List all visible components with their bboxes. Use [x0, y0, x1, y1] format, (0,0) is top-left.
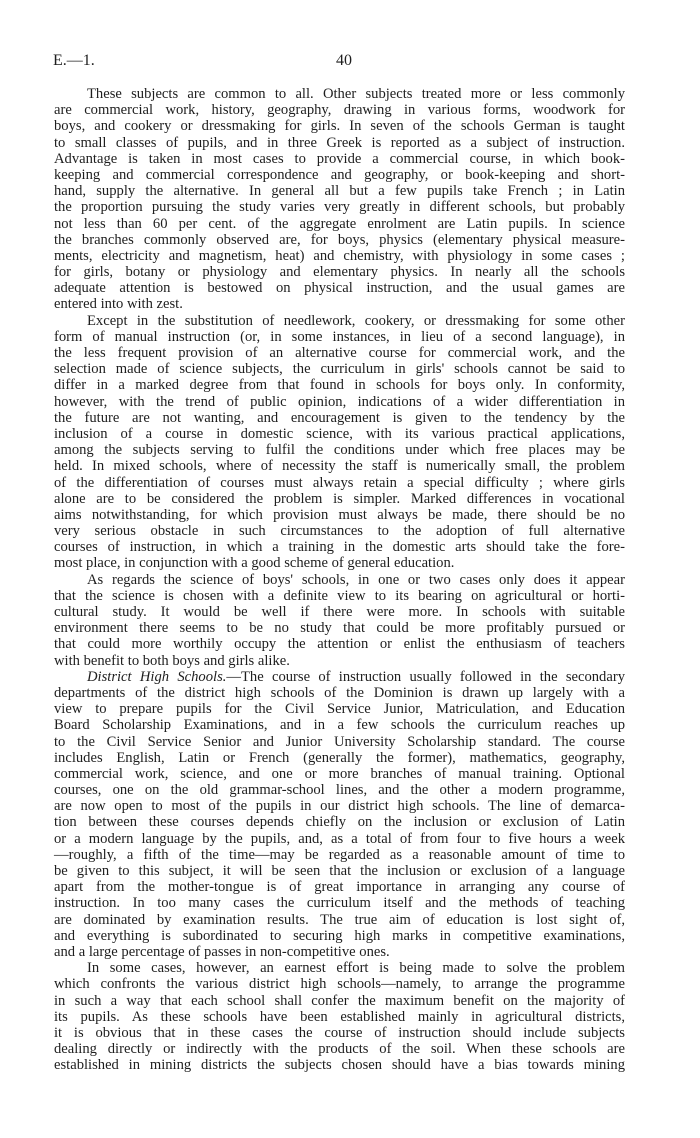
text-line: among the subjects serving to fulfil the conditions under which free places may be [54, 442, 625, 459]
section-heading: District High Schools. [87, 668, 227, 685]
text-line: established in mining districts the subjects chosen should have a bias towards mining [54, 1057, 625, 1074]
text-line: departments of the district high schools of the Dominion is drawn up largely with a [54, 684, 625, 701]
text-line: for girls, botany or physiology and elementary physics. In nearly all the schools [54, 264, 625, 281]
text-line: are commercial work, history, geography, drawing in various forms, woodwork for [54, 102, 625, 119]
text-line: it is obvious that in these cases the course of instruction should include subjects [54, 1024, 625, 1041]
text-line: inclusion of a course in domestic science, with its various practical applications, [54, 425, 625, 442]
text-line: includes English, Latin or French (generally the former), mathematics, geography, [54, 749, 625, 766]
text-line: of the differentiation of courses must always retain a special difficulty ; where girls [54, 474, 625, 491]
paragraph-district-high-schools [54, 669, 625, 960]
text-line: the future are not wanting, and encouragement is given to the tendency by the [54, 409, 625, 426]
text-line: form of manual instruction (or, in some instances, in lieu of a second language), in [54, 328, 625, 345]
text-line: very serious obstacle in such circumstances to the adoption of full alternative [54, 523, 625, 540]
text-line: —roughly, a fifth of the time—may be regarded as a reasonable amount of time to [54, 846, 625, 863]
text-line: the branches commonly observed are, for boys, physics (elementary physical measure- [54, 231, 625, 248]
text-line: ments, electricity and magnetism, heat) and chemistry, with physiology in some cases ; [54, 247, 625, 264]
text-fragment: —The course of instruction usually followed in the secondary [226, 668, 625, 685]
text-line: which confronts the various district high schools—namely, to arrange the programme [54, 976, 625, 993]
text-line: adequate attention is bestowed on physical instruction, and the usual games are [54, 280, 625, 297]
text-line: or a modern language by the pupils, and, as a total of from four to five hours a week [54, 830, 625, 847]
text-line: Advantage is taken in most cases to provide a commercial course, in which book- [54, 150, 625, 167]
text-line: the less frequent provision of an alternative course for commercial work, and the [54, 345, 625, 361]
text-line: most place, in conjunction with a good scheme of general education. [54, 555, 455, 572]
text-line: Except in the substitution of needlework, cookery, or dressmaking for some other [87, 312, 625, 329]
page-number: 40 [336, 52, 352, 69]
text-line: dealing directly or indirectly with the products of the soil. When these schools are [54, 1041, 625, 1058]
text-line: cultural study. It would be well if there were more. In schools with suitable [54, 604, 625, 620]
text-line: to the Civil Service Senior and Junior University Scholarship standard. The course [54, 733, 625, 750]
body-text [54, 86, 625, 1073]
paragraph-curriculum-subjects [54, 86, 625, 313]
text-line: that the science is chosen with a definite view to its bearing on agricultural or horti- [54, 587, 625, 604]
text-line: As regards the science of boys' schools, in one or two cases only does it appear [87, 571, 625, 588]
text-line: be given to this subject, it will be seen that the inclusion or exclusion of a language [54, 863, 625, 879]
text-line: selection made of science subjects, the curriculum in girls' schools cannot be said to [54, 361, 625, 378]
paragraph-girls-schools [54, 313, 625, 572]
text-line [54, 669, 625, 685]
text-line: In some cases, however, an earnest effort is being made to solve the problem [87, 960, 625, 977]
text-line: are now open to most of the pupils in our district high schools. The line of demarca- [54, 798, 625, 815]
text-line: instruction. In too many cases the curriculum itself and the methods of teaching [54, 895, 625, 912]
text-line: in such a way that each school shall confer the maximum benefit on the majority of [54, 992, 625, 1009]
text-line: apart from the mother-tongue is of great importance in arranging any course of [54, 879, 625, 896]
text-line: differ in a marked degree from that found in schools for boys only. In conformity, [54, 377, 625, 394]
report-reference: E.—1. [53, 52, 95, 69]
text-line: tion between these courses depends chiefly on the inclusion or exclusion of Latin [54, 814, 625, 831]
text-line: are dominated by examination results. The true aim of education is lost sight of, [54, 911, 625, 928]
text-line: to small classes of pupils, and in three Greek is reported as a subject of instruction. [54, 134, 625, 151]
text-line: environment there seems to be no study that could be more profitably pursued or [54, 620, 625, 637]
text-line: not less than 60 per cent. of the aggregate enrolment are Latin pupils. In science [54, 215, 625, 232]
paragraph-science-boys-schools [54, 572, 625, 669]
text-line: hand, supply the alternative. In general all but a few pupils take French ; in Latin [54, 183, 625, 200]
text-line: and everything is subordinated to securing high marks in competitive examinations, [54, 927, 625, 944]
text-line: courses, one on the old grammar-school lines, and the other a modern programme, [54, 782, 625, 799]
text-line: aims notwithstanding, for which provision must always be made, there should be no [54, 506, 625, 523]
text-line: entered into with zest. [54, 296, 183, 313]
text-line: with benefit to both boys and girls alike. [54, 652, 290, 669]
text-line: keeping and commercial correspondence and geography, or book-keeping and short- [54, 166, 625, 183]
text-line: and a large percentage of passes in non-competitive ones. [54, 943, 390, 960]
text-line: its pupils. As these schools have been established mainly in agricultural districts, [54, 1008, 625, 1025]
text-line: Board Scholarship Examinations, and in a few schools the curriculum reaches up [54, 717, 625, 734]
text-line: courses of instruction, in which a training in the domestic arts should take the fore- [54, 539, 625, 556]
text-line: These subjects are common to all. Other subjects treated more or less commonly [87, 86, 625, 102]
text-line: commercial work, science, and one or more branches of manual training. Optional [54, 765, 625, 782]
text-line: boys, and cookery or dressmaking for girls. In seven of the schools German is taught [54, 118, 625, 135]
page-header [53, 52, 625, 72]
paragraph-programme-problem [54, 960, 625, 1073]
text-line: the proportion pursuing the study varies very greatly in different schools, but probably [54, 199, 625, 216]
text-line: however, with the trend of public opinion, indications of a wider differentiation in [54, 393, 625, 410]
text-line: view to prepare pupils for the Civil Service Junior, Matriculation, and Education [54, 701, 625, 718]
text-line: that could more worthily occupy the attention or enlist the enthusiasm of teachers [54, 636, 625, 653]
text-line: held. In mixed schools, where of necessity the staff is numerically small, the problem [54, 458, 625, 475]
text-line: alone are to be considered the problem is simpler. Marked differences in vocational [54, 490, 625, 507]
